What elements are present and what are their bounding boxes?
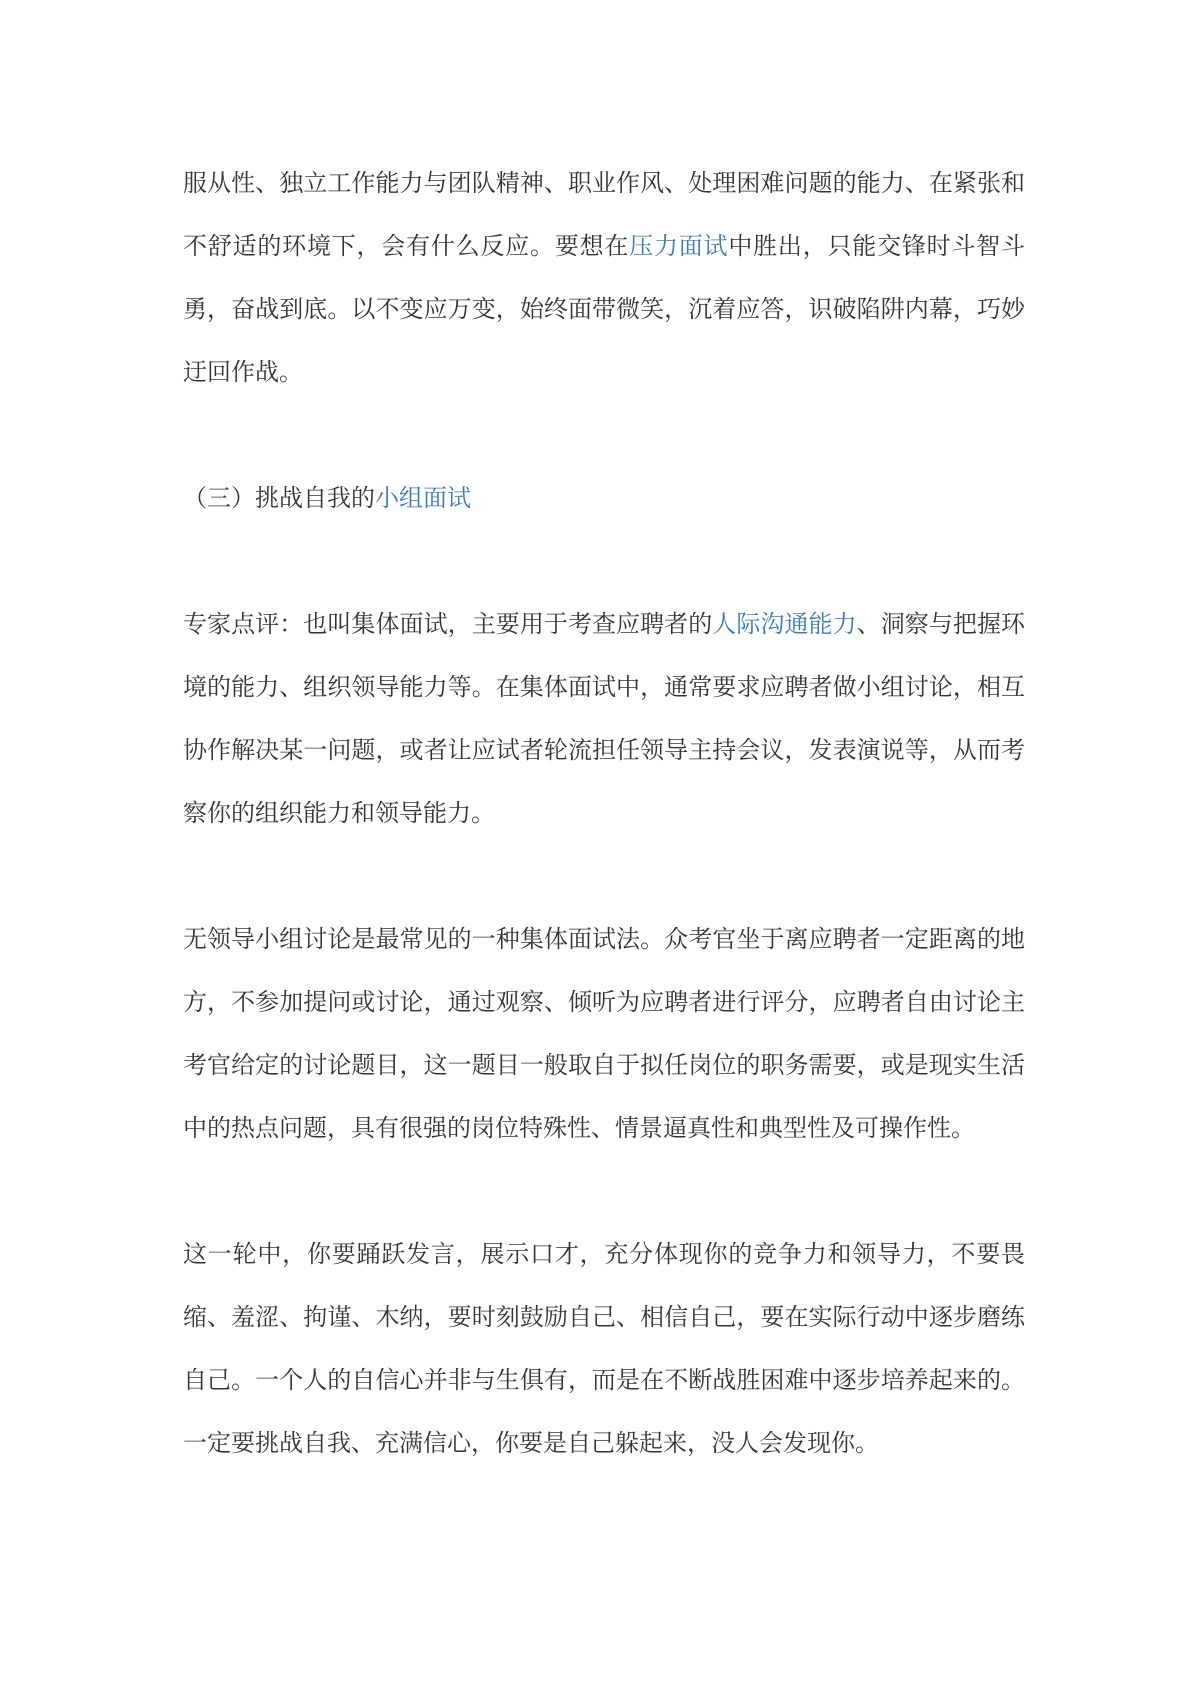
heading-text: （三）挑战自我的 xyxy=(183,484,375,512)
paragraph-leaderless-discussion: 无领导小组讨论是最常见的一种集体面试法。众考官坐于离应聘者一定距离的地方，不参加提问或讨论，通过观察、倾听为应聘者进行评分，应聘者自由讨论主考官给定的讨论题目，这一题目一般取自于拟任岗位的职务需要，或是现实生活中的热点问题，具有很强的岗位特殊性、情景逼真性和典型性及可操作性。 xyxy=(183,925,1025,1142)
paragraph-expert-comment xyxy=(183,593,1025,845)
link-pressure-interview[interactable]: 压力面试 xyxy=(629,232,729,260)
document-body xyxy=(183,152,1025,1475)
paragraph-text: 中胜出，只能交锋时斗智斗勇，奋战到底。以不变应万变，始终面带微笑，沉着应答，识破陷阱内幕，巧妙迂回作战。 xyxy=(183,232,1026,386)
paragraph-advice: 这一轮中，你要踊跃发言，展示口才，充分体现你的竞争力和领导力，不要畏缩、羞涩、拘谨、木纳，要时刻鼓励自己、相信自己，要在实际行动中逐步磨练自己。一个人的自信心并非与生俱有，而是在不断战胜困难中逐步培养起来的。一定要挑战自我、充满信心，你要是自己躲起来，没人会发现你。 xyxy=(183,1240,1025,1457)
paragraph-text: 服从性、独立工作能力与团队精神、职业作风、处理困难问题的能力、在紧张和不舒适的环境下，会有什么反应。要想在 xyxy=(183,169,1025,260)
paragraph-text: 专家点评：也叫集体面试，主要用于考查应聘者的 xyxy=(183,610,713,638)
section-heading xyxy=(183,467,1025,530)
paragraph-text: 、洞察与把握环境的能力、组织领导能力等。在集体面试中，通常要求应聘者做小组讨论，相互协作解决某一问题，或者让应试者轮流担任领导主持会议，发表演说等，从而考察你的组织能力和领导能力。 xyxy=(183,610,1026,827)
paragraph-pressure-interview xyxy=(183,152,1025,404)
link-group-interview[interactable]: 小组面试 xyxy=(375,484,471,512)
link-interpersonal-communication[interactable]: 人际沟通能力 xyxy=(712,610,857,638)
